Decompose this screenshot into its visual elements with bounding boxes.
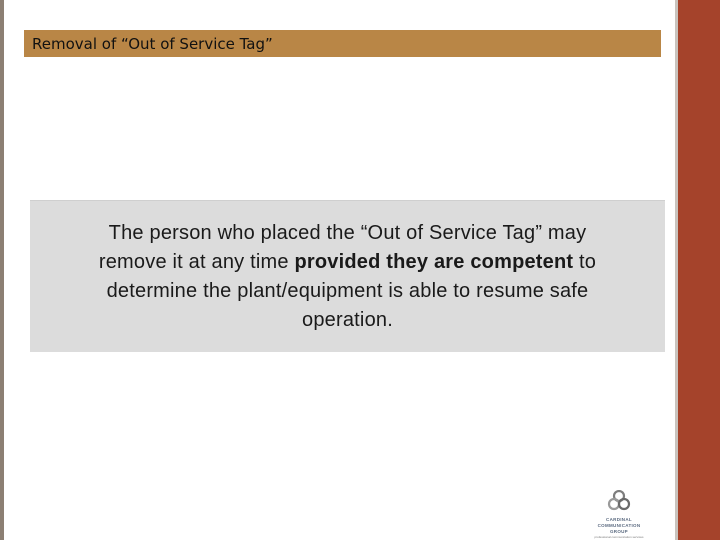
logo-tagline: professional communication services bbox=[594, 535, 644, 539]
slide-title: Removal of “Out of Service Tag” bbox=[32, 34, 273, 53]
company-logo bbox=[581, 490, 657, 538]
title-band bbox=[24, 30, 661, 57]
left-divider bbox=[0, 0, 4, 540]
logo-line-1: CARDINAL bbox=[606, 517, 632, 522]
content-box bbox=[30, 200, 665, 352]
trefoil-logo-icon bbox=[604, 490, 634, 512]
logo-line-3: GROUP bbox=[609, 529, 628, 534]
logo-line-2: COMMUNICATION bbox=[597, 523, 641, 528]
body-text-bold: provided they are competent bbox=[294, 250, 574, 273]
body-text-part1: The person who placed the “Out of Service Tag” may remove it at any time bbox=[98, 221, 587, 273]
body-text-part2: to determine the plant/equipment is able to resume safe operation. bbox=[106, 250, 597, 331]
right-accent-bar bbox=[678, 0, 720, 540]
body-text bbox=[78, 219, 618, 335]
